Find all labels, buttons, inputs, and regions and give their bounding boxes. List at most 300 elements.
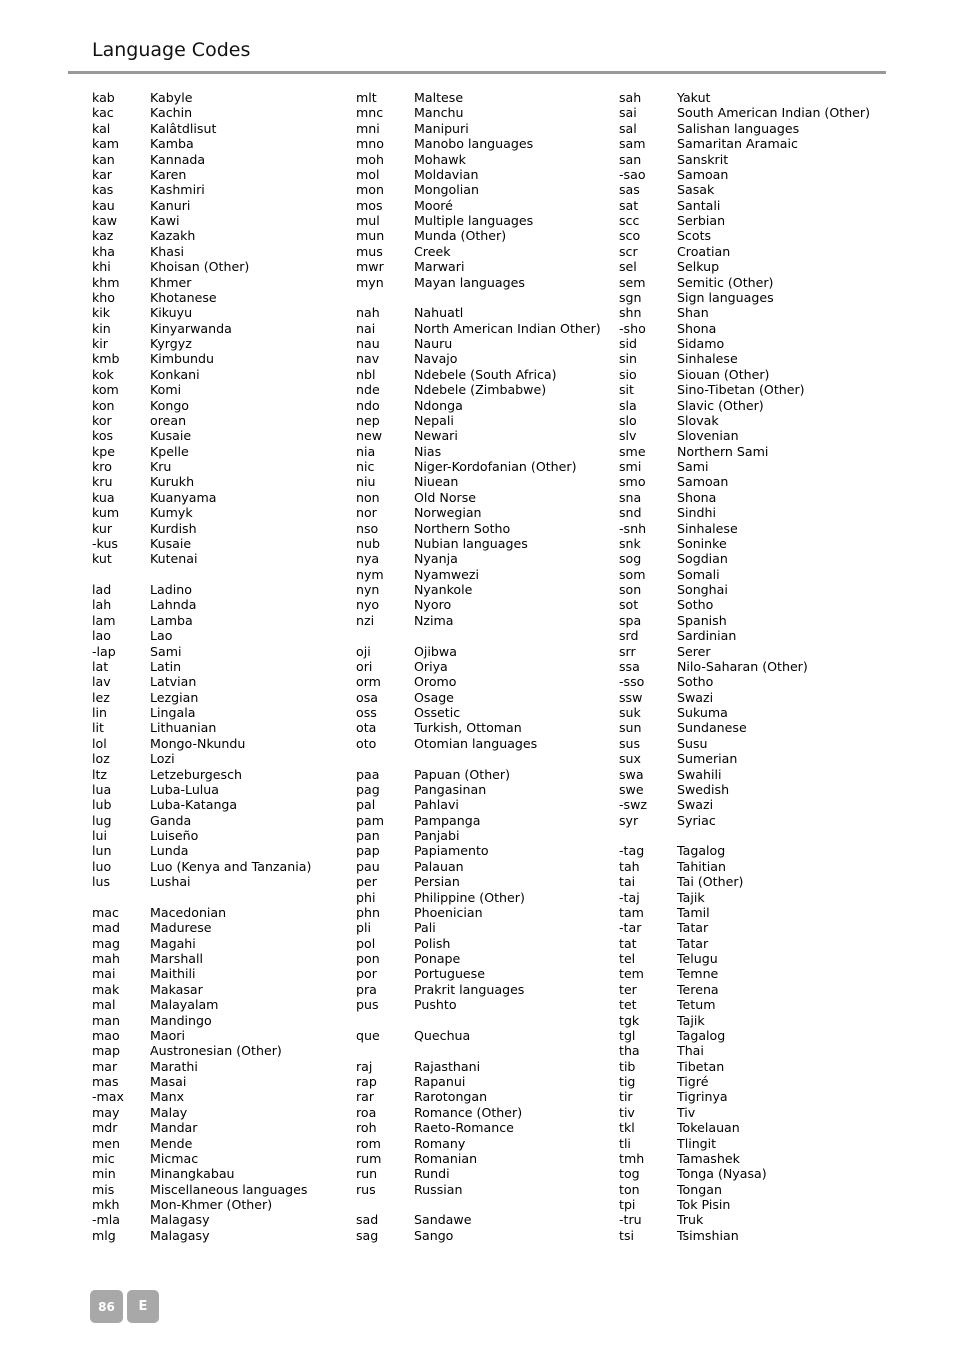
language-code: nde [356, 382, 380, 398]
language-code: lua [92, 781, 112, 797]
language-code: -swz [619, 797, 648, 813]
language-name: Letzeburgesch [150, 766, 242, 782]
language-name: Turkish, Ottoman [414, 720, 522, 736]
language-name: Songhai [677, 582, 728, 597]
language-code: per [356, 874, 377, 890]
language-name: Tamashek [677, 1150, 740, 1166]
language-code: mdr [92, 1120, 118, 1136]
language-name: Kanuri [150, 197, 191, 213]
page-number-badge: 86 [90, 1290, 123, 1323]
language-name: Miscellaneous languages [150, 1181, 308, 1197]
language-name: Tibetan [677, 1058, 725, 1074]
language-code: nbl [356, 366, 376, 382]
language-name: Luo (Kenya and Tanzania) [150, 858, 312, 874]
language-code: mus [356, 243, 383, 259]
language-code: tha [619, 1043, 640, 1059]
language-name: Mende [150, 1135, 193, 1151]
language-name: Santali [677, 197, 721, 213]
language-code: suk [619, 705, 641, 720]
language-name: Kabyle [150, 90, 193, 105]
language-name: Sign languages [677, 289, 774, 305]
language-code: kro [92, 459, 112, 474]
language-name: Telugu [677, 951, 718, 966]
language-name: Temne [677, 966, 719, 982]
language-code: -taj [619, 889, 640, 905]
language-code: kru [92, 474, 113, 490]
language-name: Truk [677, 1212, 704, 1228]
language-code: mno [356, 136, 384, 152]
language-code: mas [92, 1074, 119, 1089]
language-code: roh [356, 1120, 377, 1136]
language-code: rap [356, 1074, 377, 1089]
language-code: kha [92, 243, 115, 259]
language-name: Kalâtdlisut [150, 120, 217, 136]
language-code: kac [92, 105, 114, 121]
language-name: Ojibwa [414, 643, 457, 659]
language-name: Slovak [677, 412, 719, 428]
language-name: Romanian [414, 1150, 478, 1166]
language-name: Nubian languages [414, 535, 528, 551]
language-name: Papiamento [414, 843, 489, 859]
language-code: sel [619, 259, 637, 275]
language-code: tmh [619, 1150, 645, 1166]
language-code: moh [356, 151, 384, 167]
language-name: Niger-Kordofanian (Other) [414, 459, 577, 474]
language-name: Tok Pisin [677, 1197, 731, 1212]
language-name: Marathi [150, 1058, 198, 1074]
language-name: Komi [150, 382, 182, 398]
language-code: sat [619, 197, 639, 213]
language-name: Kannada [150, 151, 206, 167]
language-name: Mayan languages [414, 274, 525, 290]
language-name: Kawi [150, 213, 180, 228]
language-code: pau [356, 858, 380, 874]
language-name: Nepali [414, 412, 454, 428]
language-name: Khmer [150, 274, 192, 290]
language-name: Tokelauan [677, 1120, 740, 1136]
language-code: may [92, 1104, 120, 1120]
language-code: osa [356, 689, 378, 705]
language-code: kin [92, 320, 111, 336]
language-code: sem [619, 274, 646, 290]
language-name: Magahi [150, 935, 196, 951]
language-name: Sotho [677, 597, 714, 613]
language-name: Swahili [677, 766, 722, 782]
language-name: Kusaie [150, 535, 192, 551]
language-code: khm [92, 274, 120, 290]
language-name: Tatar [677, 920, 709, 936]
language-code: tgl [619, 1027, 636, 1043]
language-code: sun [619, 720, 642, 736]
language-name: Ladino [150, 582, 192, 597]
language-name: Tamil [677, 904, 710, 920]
language-code: sag [356, 1227, 379, 1243]
language-name: Slovenian [677, 428, 739, 444]
language-name: Khasi [150, 243, 185, 259]
language-code: -kus [92, 535, 118, 551]
language-name: Panjabi [414, 828, 460, 843]
language-name: Khoisan (Other) [150, 259, 250, 275]
language-name: Sango [414, 1227, 454, 1243]
language-code: spa [619, 612, 642, 628]
language-name: Nzima [414, 612, 454, 628]
language-code: snd [619, 505, 642, 521]
language-code: sas [619, 182, 640, 198]
language-name: Romany [414, 1135, 466, 1151]
language-code: tam [619, 904, 644, 920]
language-code: kur [92, 520, 113, 536]
language-name: Rajasthani [414, 1058, 481, 1074]
language-name: Norwegian [414, 505, 482, 521]
language-code: oji [356, 643, 371, 659]
language-name: Sardinian [677, 628, 737, 644]
language-code: nyn [356, 582, 380, 597]
language-code: rar [356, 1089, 375, 1105]
language-name: Rundi [414, 1166, 450, 1182]
language-code: -sao [619, 166, 646, 182]
language-name: Somali [677, 566, 720, 582]
language-name: Tsimshian [677, 1227, 739, 1243]
language-name: Malay [150, 1104, 188, 1120]
language-code: tsi [619, 1227, 634, 1243]
language-code: -mla [92, 1212, 121, 1228]
language-code: mul [356, 213, 380, 228]
language-code: mol [356, 166, 380, 182]
language-name: Lushai [150, 874, 191, 890]
language-code: swa [619, 766, 644, 782]
language-name: Sukuma [677, 705, 728, 720]
language-code: rom [356, 1135, 381, 1151]
language-name: Lahnda [150, 597, 197, 613]
language-name: Pahlavi [414, 797, 459, 813]
language-name: Ganda [150, 812, 192, 828]
language-code: men [92, 1135, 120, 1151]
language-code: sio [619, 366, 637, 382]
language-code: sco [619, 228, 641, 244]
language-name: Tigré [677, 1074, 709, 1089]
language-code: roa [356, 1104, 377, 1120]
language-name: Swazi [677, 689, 714, 705]
language-name: Mandar [150, 1120, 198, 1136]
language-code: mlt [356, 90, 377, 105]
language-code: pal [356, 797, 376, 813]
language-code: kor [92, 412, 112, 428]
language-name: Kutenai [150, 551, 198, 567]
language-code: que [356, 1027, 380, 1043]
language-name: Sinhalese [677, 520, 738, 536]
language-code: smo [619, 474, 646, 490]
language-name: Tai (Other) [677, 874, 744, 890]
language-code: lub [92, 797, 112, 813]
language-name: Prakrit languages [414, 981, 525, 997]
language-name: Spanish [677, 612, 727, 628]
language-name: Salishan languages [677, 120, 800, 136]
language-name: Niuean [414, 474, 459, 490]
language-code: kho [92, 289, 115, 305]
language-name: Syriac [677, 812, 716, 828]
language-code: lun [92, 843, 112, 859]
language-name: Portuguese [414, 966, 485, 982]
language-name: Quechua [414, 1027, 471, 1043]
language-code: srd [619, 628, 639, 644]
language-code: khi [92, 259, 111, 275]
language-name: Macedonian [150, 904, 227, 920]
language-code: mal [92, 997, 116, 1013]
language-code: man [92, 1012, 120, 1028]
language-code: mlg [92, 1227, 116, 1243]
language-name: Kusaie [150, 428, 192, 444]
language-code: kik [92, 305, 111, 321]
language-code: nso [356, 520, 379, 536]
language-code: pol [356, 935, 376, 951]
language-name: Malagasy [150, 1227, 210, 1243]
language-code: mah [92, 951, 120, 966]
language-name: Nauru [414, 336, 453, 351]
language-name: Russian [414, 1181, 463, 1197]
language-code: nub [356, 535, 380, 551]
language-name: Ndebele (South Africa) [414, 366, 557, 382]
language-name: Kpelle [150, 443, 189, 459]
language-code: tir [619, 1089, 633, 1105]
language-code: kos [92, 428, 114, 444]
language-name: Madurese [150, 920, 212, 936]
language-code: tat [619, 935, 637, 951]
language-code: tli [619, 1135, 631, 1151]
language-code: kaw [92, 213, 118, 228]
language-name: Phoenician [414, 904, 483, 920]
language-code: tpi [619, 1197, 636, 1212]
language-code: kab [92, 90, 115, 105]
language-code: lah [92, 597, 112, 613]
language-code: kas [92, 182, 114, 198]
language-code: mak [92, 981, 120, 997]
language-name: Tajik [677, 1012, 705, 1028]
language-code: snk [619, 535, 641, 551]
language-name: Makasar [150, 981, 203, 997]
language-name: Sundanese [677, 720, 747, 736]
language-code: kon [92, 397, 115, 413]
language-code: kut [92, 551, 112, 567]
language-code: sai [619, 105, 637, 121]
language-name: Northern Sami [677, 443, 769, 459]
language-name: Nias [414, 443, 442, 459]
language-code: min [92, 1166, 116, 1182]
language-code: tah [619, 858, 640, 874]
language-name: Samoan [677, 166, 729, 182]
language-name: Shona [677, 320, 717, 336]
language-code: run [356, 1166, 378, 1182]
language-name: Tongan [677, 1181, 722, 1197]
language-name: Philippine (Other) [414, 889, 525, 905]
language-code: sam [619, 136, 646, 152]
language-name: Lamba [150, 612, 193, 628]
language-name: Maori [150, 1027, 185, 1043]
language-name: Malagasy [150, 1212, 210, 1228]
language-code: kir [92, 336, 108, 351]
language-name: Sandawe [414, 1212, 472, 1228]
language-code: nic [356, 459, 375, 474]
language-name: Mooré [414, 197, 453, 213]
language-code: -sho [619, 320, 646, 336]
language-name: Ponape [414, 951, 461, 966]
language-code: loz [92, 751, 110, 767]
page-title: Language Codes [92, 39, 251, 61]
language-name: Kimbundu [150, 351, 214, 367]
language-name: Kru [150, 459, 172, 474]
language-code: pap [356, 843, 380, 859]
language-name: Lunda [150, 843, 189, 859]
language-code: som [619, 566, 646, 582]
language-name: Nyamwezi [414, 566, 480, 582]
language-code: nia [356, 443, 376, 459]
language-code: scr [619, 243, 638, 259]
language-code: tgk [619, 1012, 640, 1028]
language-code: kok [92, 366, 114, 382]
language-code: kan [92, 151, 115, 167]
language-name: Palauan [414, 858, 464, 874]
language-name: Sami [150, 643, 182, 659]
language-name: Kumyk [150, 505, 193, 521]
language-name: Old Norse [414, 489, 477, 505]
language-name: Latin [150, 658, 182, 674]
language-code: nah [356, 305, 380, 321]
language-code: sna [619, 489, 642, 505]
language-name: Kinyarwanda [150, 320, 232, 336]
language-code: tkl [619, 1120, 635, 1136]
language-name: Persian [414, 874, 460, 890]
language-code: phn [356, 904, 380, 920]
language-code: kar [92, 166, 112, 182]
language-name: Sami [677, 459, 709, 474]
language-code: mai [92, 966, 116, 982]
language-code: sog [619, 551, 642, 567]
language-name: Sino-Tibetan (Other) [677, 382, 805, 398]
language-name: South American Indian (Other) [677, 105, 871, 121]
language-name: Pangasinan [414, 781, 487, 797]
language-name: Ossetic [414, 705, 461, 720]
language-code: mar [92, 1058, 118, 1074]
language-name: Romance (Other) [414, 1104, 523, 1120]
language-code: nau [356, 336, 380, 351]
language-name: Croatian [677, 243, 731, 259]
language-code: ota [356, 720, 377, 736]
language-name: Moldavian [414, 166, 479, 182]
language-name: Kuanyama [150, 489, 217, 505]
language-name: Shan [677, 305, 709, 321]
language-code: luo [92, 858, 112, 874]
language-name: Mohawk [414, 151, 466, 167]
language-code: non [356, 489, 380, 505]
language-code: kpe [92, 443, 116, 459]
language-name: Swazi [677, 797, 714, 813]
language-name: Nyanja [414, 551, 458, 567]
language-code: niu [356, 474, 376, 490]
language-name: Siouan (Other) [677, 366, 770, 382]
language-code: lit [92, 720, 104, 736]
language-name: Swedish [677, 781, 730, 797]
language-name: Manx [150, 1089, 185, 1105]
language-name: Sumerian [677, 751, 738, 767]
language-name: Oriya [414, 658, 448, 674]
language-code: map [92, 1043, 120, 1059]
language-code: rum [356, 1150, 382, 1166]
language-badge: E [127, 1290, 159, 1323]
language-name: Tetum [677, 997, 716, 1013]
language-name: Khotanese [150, 289, 217, 305]
language-code: mos [356, 197, 383, 213]
language-name: Lao [150, 628, 173, 644]
language-name: orean [150, 412, 187, 428]
language-code: sgn [619, 289, 642, 305]
language-code: pan [356, 828, 380, 843]
language-code: sme [619, 443, 646, 459]
language-code: mkh [92, 1197, 120, 1212]
language-code: kum [92, 505, 120, 521]
language-code: ter [619, 981, 637, 997]
language-code: sin [619, 351, 638, 367]
language-name: Manchu [414, 105, 464, 121]
language-name: Newari [414, 428, 458, 444]
language-name: Tonga (Nyasa) [677, 1166, 767, 1182]
language-name: Kachin [150, 105, 193, 121]
language-code: -tru [619, 1212, 642, 1228]
language-name: Kikuyu [150, 305, 193, 321]
language-name: Multiple languages [414, 213, 534, 228]
language-name: Sidamo [677, 336, 725, 351]
language-code: -tag [619, 843, 645, 859]
language-code: ssa [619, 658, 640, 674]
language-name: Pushto [414, 997, 457, 1013]
language-name: Oromo [414, 674, 457, 690]
language-code: tel [619, 951, 636, 966]
language-name: Lozi [150, 751, 175, 767]
language-code: new [356, 428, 383, 444]
language-name: Nilo-Saharan (Other) [677, 658, 808, 674]
language-code: lat [92, 658, 109, 674]
language-name: Tahitian [677, 858, 726, 874]
language-name: Tajik [677, 889, 705, 905]
language-name: Sasak [677, 182, 715, 198]
language-name: Kongo [150, 397, 190, 413]
language-code: kmb [92, 351, 120, 367]
language-name: Sogdian [677, 551, 728, 567]
language-name: Tatar [677, 935, 709, 951]
language-name: Rarotongan [414, 1089, 488, 1105]
language-name: Tagalog [677, 1027, 726, 1043]
language-code: -sso [619, 674, 645, 690]
language-name: Mongo-Nkundu [150, 735, 246, 751]
language-name: Luba-Katanga [150, 797, 238, 813]
language-code: lus [92, 874, 111, 890]
language-name: Navajo [414, 351, 458, 367]
language-code: tiv [619, 1104, 635, 1120]
language-name: Latvian [150, 674, 197, 690]
language-code: pam [356, 812, 384, 828]
language-name: Lithuanian [150, 720, 217, 736]
language-code: srr [619, 643, 636, 659]
language-code: sux [619, 751, 641, 767]
language-name: Ndebele (Zimbabwe) [414, 382, 547, 398]
language-name: Osage [414, 689, 454, 705]
language-code: nep [356, 412, 380, 428]
language-code: kaz [92, 228, 114, 244]
language-code: kam [92, 136, 120, 152]
language-code: raj [356, 1058, 373, 1074]
language-name: Sanskrit [677, 151, 729, 167]
language-code: mad [92, 920, 120, 936]
language-code: sit [619, 382, 634, 398]
language-code: myn [356, 274, 384, 290]
